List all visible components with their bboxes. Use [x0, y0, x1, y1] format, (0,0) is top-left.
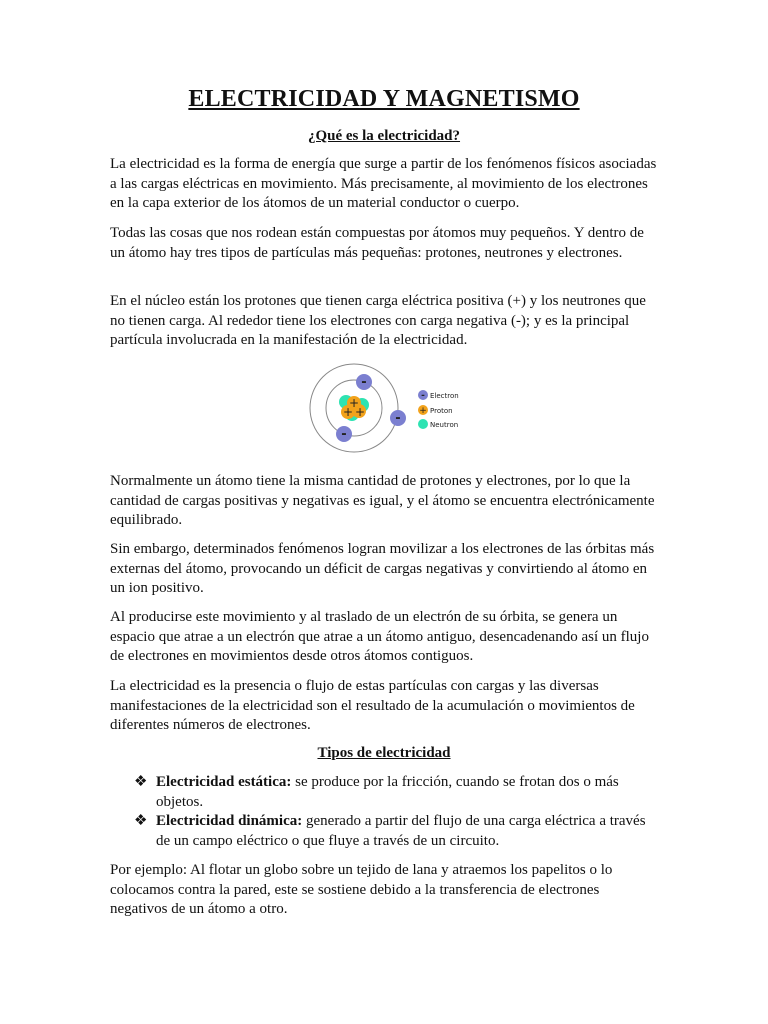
document-title: ELECTRICIDAD Y MAGNETISMO — [188, 86, 580, 112]
paragraph: La electricidad es la presencia o flujo de estas partículas con cargas y las diversas manifestaciones de la electricidad son el resultado de la acumulación o movimientos de diferentes números de electrones. — [110, 678, 635, 734]
atom-diagram — [306, 360, 476, 458]
paragraph: En el núcleo están los protones que tienen carga eléctrica positiva (+) y los neutrones que no tienen carga. Al rededor tiene los electrones con carga negativa (-); y es la principal partícula involucrada en la manifestación de la electricidad. — [110, 293, 646, 349]
section-heading-what-is-electricity: ¿Qué es la electricidad? — [307, 128, 461, 144]
proton-sign: + — [354, 405, 366, 419]
list-item — [134, 773, 654, 812]
diamond-bullet-icon: ❖ — [134, 813, 148, 830]
proton-sign: + — [342, 405, 354, 419]
legend-electron-sign: - — [421, 391, 425, 401]
paragraph: La electricidad es la forma de energía que surge a partir de los fenómenos físicos asociadas a las cargas eléctricas en movimiento. Más precisamente, al movimiento de los electrones en la capa exterior de los átomos de un material conductor o cuerpo. — [110, 156, 657, 212]
legend-label-electron: Electron — [430, 392, 459, 400]
paragraph: Al producirse este movimiento y al traslado de un electrón de su órbita, se genera un espacio que atrae a un electrón que atrae a un átomo antiguo, desencadenando así un flujo de electrones en movimientos desde otros átomos contiguos. — [110, 609, 649, 665]
proton-sign: + — [348, 396, 360, 410]
legend-label-proton: Proton — [430, 407, 453, 415]
legend-swatch-neutron — [418, 419, 428, 429]
paragraph: Sin embargo, determinados fenómenos logran movilizar a los electrones de las órbitas más externas del átomo, provocando un déficit de cargas negativas y convirtiendo al átomo en un ion positivo. — [110, 541, 655, 597]
list-item-term: Electricidad dinámica: — [156, 813, 303, 830]
electron-sign: - — [361, 375, 367, 390]
paragraph-example: Por ejemplo: Al flotar un globo sobre un tejido de lana y atraemos los papelitos o lo colocamos contra la pared, este se sostiene debido a la transferencia de electrones negativos de un átomo a otro. — [110, 862, 613, 918]
section-heading-types: Tipos de electricidad — [317, 745, 451, 761]
legend-proton-sign: + — [419, 406, 427, 416]
diamond-bullet-icon: ❖ — [134, 774, 148, 790]
electron-sign: - — [395, 411, 401, 426]
paragraph: Todas las cosas que nos rodean están compuestas por átomos muy pequeños. Y dentro de un átomo hay tres tipos de partículas más pequeñas: protones, neutrones y electrones. — [110, 225, 644, 261]
list-item-text: generado a partir del flujo de una carga eléctrica a través de un campo eléctrico o que fluye a través de un circuito. — [156, 813, 646, 850]
list-item — [134, 812, 654, 851]
legend-label-neutron: Neutron — [430, 421, 459, 429]
paragraph: Normalmente un átomo tiene la misma cantidad de protones y electrones, por lo que la cantidad de cargas positivas y negativas es igual, y el átomo se encuentra electrónicamente equilibrado. — [110, 473, 655, 529]
electron-sign: - — [341, 427, 347, 442]
list-item-term: Electricidad estática: — [156, 774, 292, 790]
types-list — [134, 773, 654, 852]
list-item-text: se produce por la fricción, cuando se frotan dos o más objetos. — [156, 774, 619, 810]
